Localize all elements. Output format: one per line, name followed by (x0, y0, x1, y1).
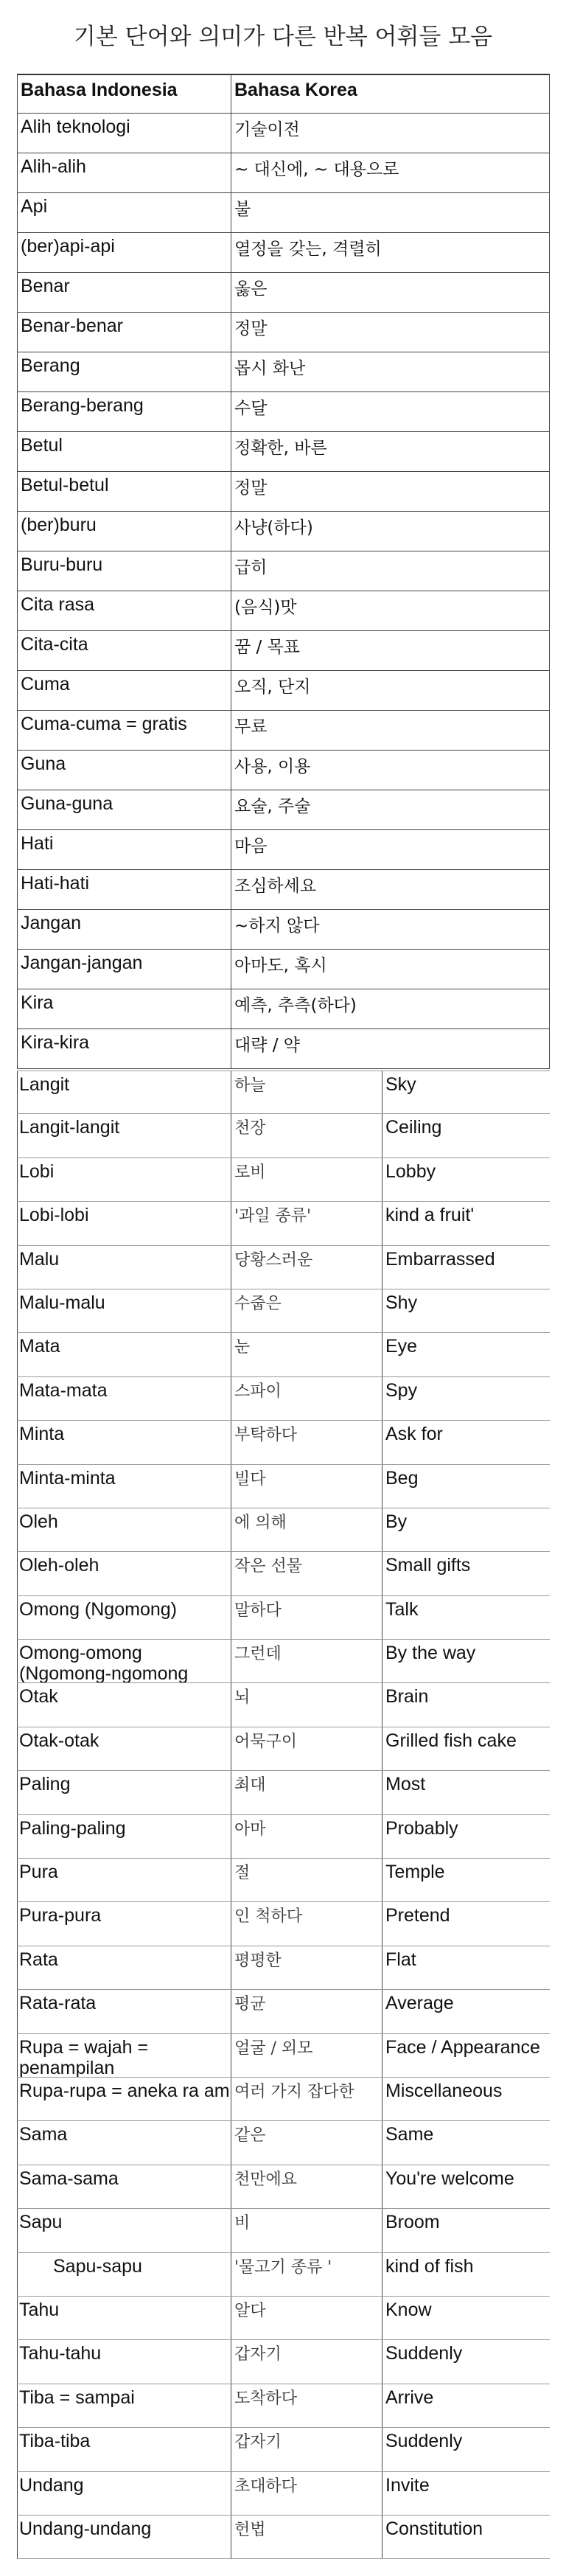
korean-meaning: 여러 가지 잡다한 (231, 2078, 382, 2120)
table-row (17, 1946, 550, 1990)
header-korean: Bahasa Korea (231, 75, 550, 113)
table-row (17, 1990, 550, 2033)
korean-meaning: 정말 (231, 472, 550, 511)
english-meaning: Same (385, 2124, 434, 2145)
table-row (17, 751, 550, 790)
indonesian-word: Malu (17, 1246, 231, 1289)
table-row (17, 2516, 550, 2559)
korean-meaning: 최대 (231, 1771, 382, 1814)
indonesian-word: Lobi (17, 1158, 231, 1201)
korean-meaning: 에 의해 (231, 1508, 382, 1551)
korean-meaning: '과일 종류' (231, 1202, 382, 1245)
indonesian-word: Jangan (17, 910, 231, 949)
table-row (17, 1377, 550, 1421)
indonesian-word: Betul (17, 432, 231, 471)
english-meaning: You're welcome (385, 2168, 514, 2189)
korean-meaning: 예측, 추측(하다) (231, 989, 550, 1028)
english-meaning: Temple (385, 1862, 445, 1883)
english-meaning: Invite (385, 2474, 430, 2496)
english-meaning: Probably (385, 1817, 458, 1839)
table-row (17, 2121, 550, 2165)
indonesian-word: Benar-benar (17, 313, 231, 352)
table-row (17, 2253, 550, 2297)
indonesian-word: Omong (Ngomong) (17, 1596, 231, 1639)
korean-meaning: (음식)맛 (231, 591, 550, 630)
korean-meaning: ~하지 않다 (231, 910, 550, 949)
table-row (17, 1815, 550, 1859)
korean-meaning: 작은 선물 (231, 1552, 382, 1595)
indonesian-word: Jangan-jangan (17, 950, 231, 989)
korean-meaning: 평균 (231, 1990, 382, 2033)
indonesian-word: (ber)api-api (17, 233, 231, 272)
table-row (17, 1158, 550, 1202)
table-row (17, 1246, 550, 1289)
english-meaning: Shy (385, 1292, 418, 1313)
korean-meaning: 갑자기 (231, 2340, 382, 2383)
table-row (17, 2209, 550, 2252)
indonesian-word: Tahu (17, 2297, 231, 2339)
table-row (17, 472, 550, 512)
table-row (17, 1508, 550, 1552)
korean-meaning: 사용, 이용 (231, 751, 550, 790)
indonesian-word: Omong-omong (Ngomong-ngomong (17, 1640, 231, 1682)
korean-meaning: 비 (231, 2209, 382, 2252)
korean-meaning: 인 척하다 (231, 1902, 382, 1945)
table-row (17, 392, 550, 432)
indonesian-word: Rupa-rupa = aneka ra am (17, 2078, 231, 2120)
table-row (17, 950, 550, 989)
korean-meaning: 당황스러운 (231, 1246, 382, 1289)
english-meaning: Embarrassed (385, 1248, 495, 1270)
indonesian-word: Hati-hati (17, 870, 231, 909)
korean-meaning: 열정을 갖는, 격렬히 (231, 233, 550, 272)
korean-meaning: 조심하세요 (231, 870, 550, 909)
table-row (17, 193, 550, 233)
table-row (17, 631, 550, 671)
table-row (17, 313, 550, 352)
indonesian-word: Minta-minta (17, 1465, 231, 1508)
indonesian-word: Otak-otak (17, 1727, 231, 1770)
table-row (17, 1289, 550, 1333)
table-row (17, 2034, 550, 2078)
vocab-table-three-column (17, 1071, 550, 2559)
indonesian-word: Cuma-cuma = gratis (17, 711, 231, 750)
english-meaning: Spy (385, 1379, 418, 1401)
english-meaning: Sky (385, 1074, 416, 1095)
english-meaning: Pretend (385, 1905, 450, 1926)
korean-meaning: 꿈 / 목표 (231, 631, 550, 670)
korean-meaning: 눈 (231, 1333, 382, 1376)
table-row (17, 551, 550, 591)
table-row (17, 1640, 550, 1683)
indonesian-word: Benar (17, 273, 231, 312)
indonesian-word: Guna-guna (17, 790, 231, 829)
korean-meaning: 어묵구이 (231, 1727, 382, 1770)
vocab-table-two-column (17, 74, 550, 1069)
english-meaning: Talk (385, 1598, 419, 1620)
korean-meaning: 로비 (231, 1158, 382, 1201)
indonesian-word: Pura (17, 1859, 231, 1901)
table-row (17, 432, 550, 472)
korean-meaning: 불 (231, 193, 550, 232)
english-meaning: Constitution (385, 2518, 483, 2539)
english-meaning: Broom (385, 2212, 440, 2233)
english-meaning: Face / Appearance (385, 2036, 540, 2058)
english-meaning: Know (385, 2299, 432, 2320)
indonesian-word: Berang (17, 352, 231, 391)
korean-meaning: 천만에요 (231, 2165, 382, 2208)
korean-meaning: 대략 / 약 (231, 1029, 550, 1068)
indonesian-word: Langit (17, 1071, 231, 1113)
indonesian-word: Undang (17, 2472, 231, 2515)
korean-meaning: 천장 (231, 1114, 382, 1157)
indonesian-word: Paling-paling (17, 1815, 231, 1858)
indonesian-word: Lobi-lobi (17, 1202, 231, 1245)
korean-meaning: ~ 대신에, ~ 대용으로 (231, 153, 550, 192)
indonesian-word: Otak (17, 1683, 231, 1726)
indonesian-word: Paling (17, 1771, 231, 1814)
korean-meaning: 얼굴 / 외모 (231, 2034, 382, 2077)
table-row (17, 512, 550, 551)
korean-meaning: '물고기 종류 ' (231, 2253, 382, 2296)
indonesian-word: Betul-betul (17, 472, 231, 511)
indonesian-word: Malu-malu (17, 1289, 231, 1332)
header-indonesian: Bahasa Indonesia (17, 75, 231, 113)
table-row (17, 273, 550, 313)
english-meaning: Suddenly (385, 2431, 463, 2452)
table-row (17, 1114, 550, 1158)
table-row (17, 2384, 550, 2428)
table-row (17, 1727, 550, 1771)
table-row (17, 1029, 550, 1069)
indonesian-word: Sama-sama (17, 2165, 231, 2208)
indonesian-word: Alih teknologi (17, 114, 231, 153)
korean-meaning: 정확한, 바른 (231, 432, 550, 471)
korean-meaning: 도착하다 (231, 2384, 382, 2427)
indonesian-word: Berang-berang (17, 392, 231, 431)
indonesian-word: Sapu-sapu (17, 2253, 231, 2296)
table-row (17, 1071, 550, 1114)
table-row (17, 114, 550, 153)
table-row (17, 830, 550, 870)
indonesian-word: Rupa = wajah = penampilan (17, 2034, 231, 2077)
table-row (17, 671, 550, 711)
table-row (17, 1333, 550, 1376)
table-row (17, 1202, 550, 1245)
indonesian-word: Minta (17, 1421, 231, 1463)
page-title: 기본 단어와 의미가 다른 반복 어휘들 모음 (73, 24, 493, 50)
table-row (17, 153, 550, 193)
indonesian-word: Tiba-tiba (17, 2428, 231, 2471)
korean-meaning: 아마도, 혹시 (231, 950, 550, 989)
indonesian-word: Undang-undang (17, 2516, 231, 2558)
table-row (17, 1902, 550, 1946)
indonesian-word: (ber)buru (17, 512, 231, 551)
korean-meaning: 뇌 (231, 1683, 382, 1726)
table-row (17, 870, 550, 910)
table-row (17, 1421, 550, 1464)
korean-meaning: 오직, 단지 (231, 671, 550, 710)
korean-meaning: 하늘 (231, 1071, 382, 1113)
indonesian-word: Cita rasa (17, 591, 231, 630)
indonesian-word: Mata (17, 1333, 231, 1376)
table-row (17, 711, 550, 751)
korean-meaning: 말하다 (231, 1596, 382, 1639)
indonesian-word: Sama (17, 2121, 231, 2164)
korean-meaning: 스파이 (231, 1377, 382, 1420)
indonesian-word: Kira-kira (17, 1029, 231, 1068)
english-meaning: Most (385, 1774, 426, 1795)
indonesian-word: Buru-buru (17, 551, 231, 591)
english-meaning: Flat (385, 1949, 416, 1970)
indonesian-word: Sapu (17, 2209, 231, 2252)
table-row (17, 2472, 550, 2516)
korean-meaning: 수달 (231, 392, 550, 431)
table-row (17, 2078, 550, 2121)
korean-meaning: 초대하다 (231, 2472, 382, 2515)
english-meaning: Lobby (385, 1160, 436, 1182)
english-meaning: Ceiling (385, 1117, 442, 1138)
korean-meaning: 평평한 (231, 1946, 382, 1989)
table-row (17, 1552, 550, 1595)
english-meaning: Average (385, 1993, 454, 2014)
korean-meaning: 마음 (231, 830, 550, 869)
korean-meaning: 부탁하다 (231, 1421, 382, 1463)
table-row (17, 591, 550, 631)
korean-meaning: 빌다 (231, 1465, 382, 1508)
english-meaning: kind a fruit' (385, 1205, 475, 1226)
indonesian-word: Hati (17, 830, 231, 869)
indonesian-word: Rata (17, 1946, 231, 1989)
english-meaning: By the way (385, 1643, 476, 1664)
indonesian-word: Oleh-oleh (17, 1552, 231, 1595)
table-row (17, 2340, 550, 2384)
indonesian-word: Alih-alih (17, 153, 231, 192)
indonesian-word: Cita-cita (17, 631, 231, 670)
korean-meaning: 무료 (231, 711, 550, 750)
indonesian-word: Tahu-tahu (17, 2340, 231, 2383)
korean-meaning: 알다 (231, 2297, 382, 2339)
table-row (17, 233, 550, 273)
korean-meaning: 기술이전 (231, 114, 550, 153)
korean-meaning: 갑자기 (231, 2428, 382, 2471)
indonesian-word: Rata-rata (17, 1990, 231, 2033)
english-meaning: Brain (385, 1686, 429, 1708)
korean-meaning: 정말 (231, 313, 550, 352)
table-row (17, 790, 550, 830)
korean-meaning: 그런데 (231, 1640, 382, 1682)
korean-meaning: 급히 (231, 551, 550, 591)
table-row (17, 2297, 550, 2340)
table-header-row (17, 74, 550, 114)
table-row (17, 1683, 550, 1727)
english-meaning: Ask for (385, 1424, 443, 1445)
indonesian-word: Api (17, 193, 231, 232)
indonesian-word: Mata-mata (17, 1377, 231, 1420)
english-meaning: Suddenly (385, 2343, 463, 2364)
indonesian-word: Langit-langit (17, 1114, 231, 1157)
korean-meaning: 수줍은 (231, 1289, 382, 1332)
korean-meaning: 옳은 (231, 273, 550, 312)
table-row (17, 1771, 550, 1814)
table-row (17, 1596, 550, 1640)
korean-meaning: 아마 (231, 1815, 382, 1858)
english-meaning: Miscellaneous (385, 2080, 503, 2101)
table-row (17, 2428, 550, 2471)
korean-meaning: 요술, 주술 (231, 790, 550, 829)
table-row (17, 1859, 550, 1902)
english-meaning: By (385, 1511, 408, 1532)
korean-meaning: 헌법 (231, 2516, 382, 2558)
english-meaning: Eye (385, 1336, 418, 1357)
indonesian-word: Guna (17, 751, 231, 790)
korean-meaning: 사냥(하다) (231, 512, 550, 551)
english-meaning: Small gifts (385, 1555, 471, 1576)
table-row (17, 910, 550, 950)
indonesian-word: Pura-pura (17, 1902, 231, 1945)
table-row (17, 989, 550, 1029)
indonesian-word: Oleh (17, 1508, 231, 1551)
english-meaning: Arrive (385, 2387, 434, 2408)
english-meaning: Grilled fish cake (385, 1730, 517, 1751)
indonesian-word: Tiba = sampai (17, 2384, 231, 2427)
korean-meaning: 절 (231, 1859, 382, 1901)
indonesian-word: Kira (17, 989, 231, 1028)
table-row (17, 352, 550, 392)
table-row (17, 2165, 550, 2209)
indonesian-word: Cuma (17, 671, 231, 710)
english-meaning: Beg (385, 1467, 419, 1489)
table-row (17, 1465, 550, 1508)
english-meaning: kind of fish (385, 2255, 474, 2277)
korean-meaning: 몹시 화난 (231, 352, 550, 391)
korean-meaning: 같은 (231, 2121, 382, 2164)
